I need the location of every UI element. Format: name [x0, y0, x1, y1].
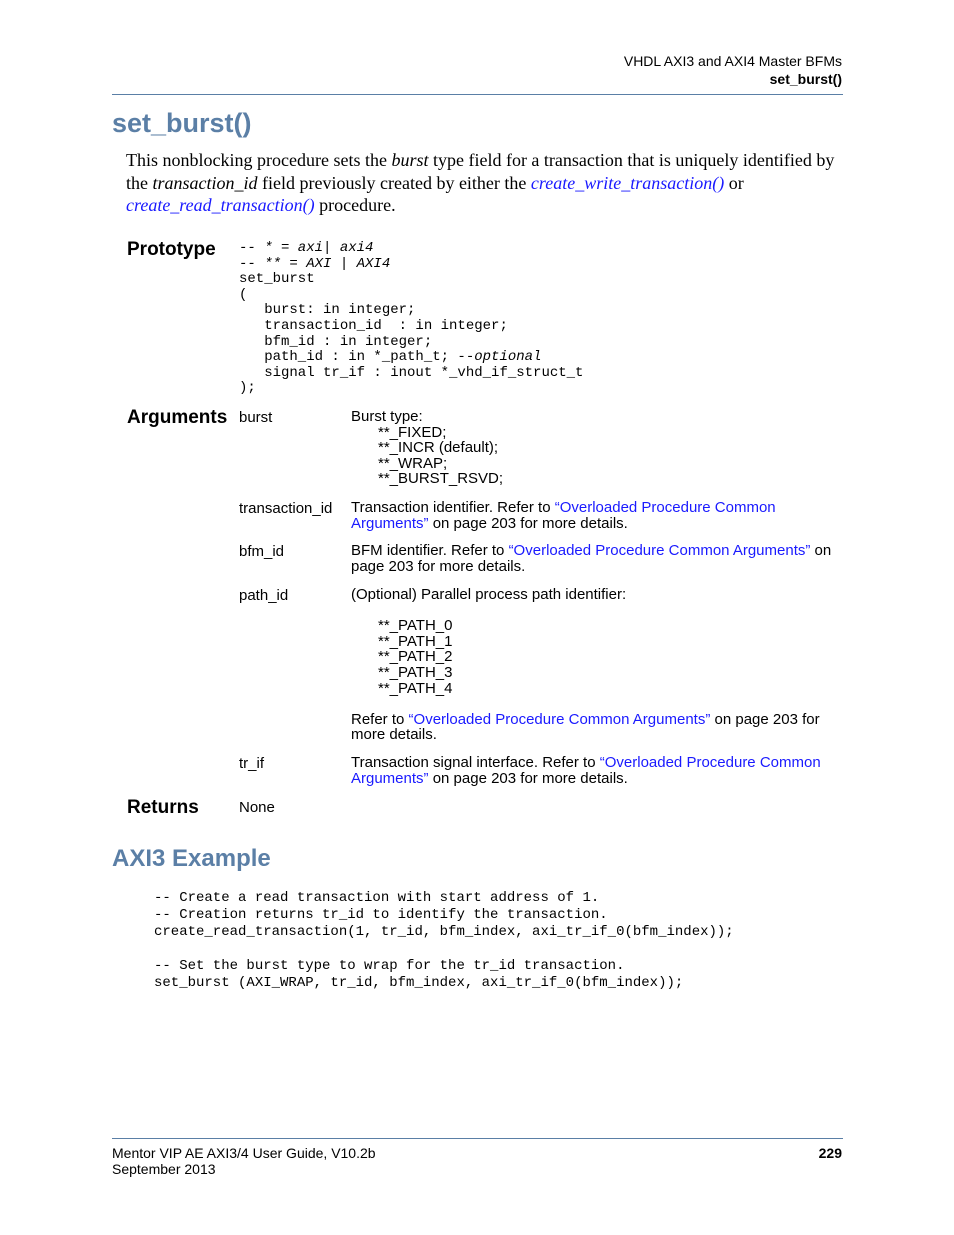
prototype-label: Prototype — [127, 239, 216, 260]
arg-desc-refer — [351, 712, 846, 743]
arg-desc-text: Transaction identifier. Refer to — [351, 499, 555, 516]
code-line: burst: in integer; — [239, 302, 416, 319]
arg-desc-text: on page 203 for more details. — [428, 769, 628, 787]
list-item: **_FIXED; — [378, 423, 447, 441]
code-line: signal tr_if : inout *_vhd_if_struct_t — [239, 364, 584, 381]
create-read-transaction-link[interactable]: create_read_transaction() — [126, 195, 315, 215]
header-section: set_burst() — [769, 71, 842, 87]
list-item: **_PATH_4 — [378, 679, 453, 697]
returns-label: Returns — [127, 797, 199, 818]
intro-burst-term: burst — [391, 150, 429, 170]
example-heading: AXI3 Example — [112, 845, 271, 872]
code-line-text: path_id : in *_path_t; -- — [239, 349, 475, 366]
prototype-code — [239, 241, 583, 397]
code-line: transaction_id : in integer; — [239, 317, 508, 334]
intro-text: procedure. — [314, 195, 396, 215]
arg-desc-bfm-id — [351, 543, 846, 574]
page-title: set_burst() — [112, 108, 252, 138]
list-item: **_BURST_RSVD; — [378, 470, 504, 488]
running-header — [624, 52, 842, 88]
arg-desc-text: on page 203 for more details. — [351, 710, 820, 744]
overloaded-args-link[interactable]: “Overloaded Procedure Common Arguments” — [508, 542, 811, 559]
header-chapter: VHDL AXI3 and AXI4 Master BFMs — [623, 53, 842, 69]
returns-value: None — [239, 799, 275, 816]
arg-desc-text: on page 203 for more details. — [351, 542, 832, 575]
list-item: **_PATH_3 — [378, 663, 453, 681]
header-rule — [112, 94, 843, 95]
arg-desc-text: on page 203 for more details. — [428, 514, 628, 532]
code-line: ); — [239, 380, 256, 397]
arg-desc-transaction-id — [351, 500, 846, 531]
intro-text: type field for a transaction that is uniquely identified by the — [126, 150, 835, 193]
arg-desc-burst — [351, 409, 846, 487]
code-line: bfm_id : in integer; — [239, 333, 433, 350]
intro-text: or — [724, 172, 744, 193]
code-line-comment: optional — [474, 349, 542, 366]
overloaded-args-link[interactable]: “Overloaded Procedure Common Arguments” — [351, 754, 821, 787]
code-line: ( — [239, 286, 248, 303]
intro-text: field previously created by either the — [257, 172, 531, 193]
arg-desc-tr-if — [351, 755, 846, 786]
intro-text: This nonblocking procedure sets the — [126, 150, 392, 170]
footer-rule — [112, 1138, 843, 1139]
arg-name-transaction-id: transaction_id — [239, 500, 333, 517]
create-write-transaction-link[interactable]: create_write_transaction() — [530, 172, 725, 193]
footer-guide: Mentor VIP AE AXI3/4 User Guide, V10.2b — [112, 1145, 376, 1161]
list-item: **_PATH_2 — [378, 648, 453, 666]
arg-desc-path-id — [351, 587, 846, 743]
code-line: -- * = axi| axi4 — [239, 240, 374, 256]
overloaded-args-link[interactable]: “Overloaded Procedure Common Arguments” — [408, 710, 711, 728]
code-line — [239, 350, 583, 366]
list-item: **_INCR (default); — [378, 439, 499, 457]
arg-desc-text: Burst type: — [351, 408, 423, 425]
path-list — [351, 618, 846, 696]
list-item: **_WRAP; — [378, 454, 448, 472]
arg-desc-text: Refer to — [351, 710, 409, 728]
code-line: -- ** = AXI | AXI4 — [239, 255, 391, 272]
example-code: -- Create a read transaction with start address of 1. -- Creation returns tr_id to identify the transaction. create_read_transaction(1, tr_id, bfm_index, axi_tr_if_0(bfm_index)); -- Set the burst type to wrap for the tr_id transaction. set_burst (AXI_WRAP, tr_id, bfm_index, axi_tr_if_0(bfm_index)); — [154, 890, 734, 991]
arg-desc-text: (Optional) Parallel process path identifier: — [351, 586, 627, 603]
list-item: **_PATH_1 — [378, 632, 453, 650]
arg-desc-text: Transaction signal interface. Refer to — [351, 754, 600, 771]
footer-info — [112, 1145, 376, 1177]
arg-name-burst: burst — [239, 409, 273, 426]
intro-transaction-id-term: transaction_id — [152, 172, 258, 193]
arg-name-tr-if: tr_if — [239, 755, 265, 772]
footer-date: September 2013 — [112, 1161, 216, 1177]
intro-paragraph — [126, 149, 846, 217]
arguments-label: Arguments — [127, 407, 228, 428]
list-item: **_PATH_0 — [378, 617, 453, 635]
arg-desc-text: BFM identifier. Refer to — [351, 542, 509, 559]
arg-name-bfm-id: bfm_id — [239, 543, 285, 560]
code-line: set_burst — [239, 271, 315, 288]
burst-type-list — [351, 425, 846, 487]
overloaded-args-link[interactable]: “Overloaded Procedure Common Arguments” — [351, 499, 776, 532]
arg-name-path-id: path_id — [239, 587, 289, 604]
page-number: 229 — [818, 1145, 842, 1161]
